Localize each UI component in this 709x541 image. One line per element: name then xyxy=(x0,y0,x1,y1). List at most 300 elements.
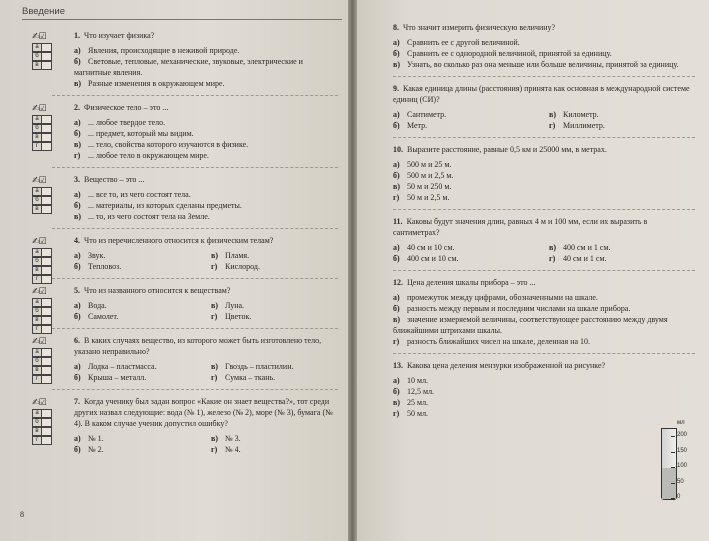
option-letter: г) xyxy=(393,409,400,418)
option-text: 25 мл. xyxy=(407,398,429,407)
answer-option[interactable] xyxy=(74,128,338,139)
answer-option[interactable] xyxy=(74,139,338,150)
answer-checkbox[interactable] xyxy=(42,436,52,445)
option-letter: в) xyxy=(74,79,81,88)
answer-box-row xyxy=(32,275,54,284)
option-letter: б) xyxy=(393,171,400,180)
answer-options xyxy=(74,189,338,222)
question-text xyxy=(393,360,695,371)
option-text: Сумка – ткань. xyxy=(225,373,276,382)
option-letter: в) xyxy=(393,182,400,191)
option-letter: б) xyxy=(393,49,400,58)
option-text: Километр. xyxy=(563,110,599,119)
option-text: Тепловоз. xyxy=(88,262,122,271)
option-letter: б) xyxy=(74,201,81,210)
option-letter: б) xyxy=(393,254,400,263)
answer-box-label: а xyxy=(32,348,42,357)
option-text: Явления, происходящие в неживой природе. xyxy=(88,46,240,55)
answer-boxes xyxy=(32,104,54,151)
answer-checkbox[interactable] xyxy=(42,187,52,196)
option-text: Узнать, во сколько раз она меньше или больше величины, принятой за единицу. xyxy=(407,60,679,69)
question-text xyxy=(74,235,338,246)
question-divider xyxy=(52,389,338,390)
option-text: значение измеряемой величины, соответствующее расстоянию между двумя ближайшими штрихами шкалы. xyxy=(393,315,668,335)
answer-option[interactable] xyxy=(74,250,201,261)
option-text: Лодка – пластмасса. xyxy=(88,362,157,371)
scale-unit: мл xyxy=(677,420,685,426)
answer-options xyxy=(393,375,695,419)
answer-option[interactable] xyxy=(393,170,695,181)
option-text: Сравнить ее с однородной величиной, принятой за единицу. xyxy=(407,49,612,58)
option-letter: а) xyxy=(393,243,400,252)
question-number: 7. xyxy=(74,397,80,406)
answer-option[interactable] xyxy=(393,181,695,192)
answer-options xyxy=(74,45,338,89)
option-text: № 4. xyxy=(225,445,241,454)
option-text: ... тело, свойства которого изучаются в физике. xyxy=(88,140,249,149)
answer-option[interactable] xyxy=(393,375,695,386)
option-letter: а) xyxy=(393,293,400,302)
answer-box-label: б xyxy=(32,196,42,205)
option-text: № 2. xyxy=(88,445,104,454)
option-text: разность между первым и последним числами на шкале прибора. xyxy=(407,304,631,313)
answer-checkbox[interactable] xyxy=(42,307,52,316)
question-number: 13. xyxy=(393,361,403,370)
option-letter: в) xyxy=(393,398,400,407)
option-text: 10 мл. xyxy=(407,376,429,385)
answer-box-row xyxy=(32,375,54,384)
answer-option[interactable] xyxy=(211,433,338,444)
option-letter: г) xyxy=(393,193,400,202)
answer-option[interactable] xyxy=(393,408,695,419)
answer-boxes xyxy=(32,337,54,384)
cylinder-tube xyxy=(661,428,677,500)
option-letter: в) xyxy=(211,251,218,260)
question-divider xyxy=(393,76,695,77)
question-text xyxy=(74,396,338,429)
answer-option[interactable] xyxy=(74,200,338,211)
option-letter: г) xyxy=(211,445,218,454)
answer-box-label: г xyxy=(32,375,42,384)
answer-box-label: в xyxy=(32,316,42,325)
answer-option[interactable] xyxy=(393,192,695,203)
option-letter: а) xyxy=(74,251,81,260)
answer-box-row xyxy=(32,357,54,366)
answer-checkbox[interactable] xyxy=(42,348,52,357)
option-letter: г) xyxy=(211,312,218,321)
answer-checkbox[interactable] xyxy=(42,257,52,266)
answer-option[interactable] xyxy=(211,300,338,311)
scale-label: 100 xyxy=(677,463,688,469)
question-divider xyxy=(393,353,695,354)
question-number: 11. xyxy=(393,217,403,226)
answer-box-row xyxy=(32,43,54,52)
answer-option[interactable] xyxy=(393,48,695,59)
question xyxy=(22,174,338,222)
answer-options xyxy=(393,159,695,203)
answer-option[interactable] xyxy=(74,444,201,455)
answer-box-row xyxy=(32,142,54,151)
answer-checkbox[interactable] xyxy=(42,205,52,214)
option-text: Самолет. xyxy=(88,312,119,321)
answer-box-row xyxy=(32,133,54,142)
answer-box-label: а xyxy=(32,115,42,124)
option-letter: а) xyxy=(74,434,81,443)
scale-tick xyxy=(671,483,675,484)
answer-checkbox[interactable] xyxy=(42,409,52,418)
answer-checkbox[interactable] xyxy=(42,52,52,61)
answer-option[interactable] xyxy=(393,120,539,131)
option-text: Пламя. xyxy=(225,251,250,260)
answer-option[interactable] xyxy=(393,397,695,408)
answer-boxes xyxy=(32,398,54,445)
left-page xyxy=(0,0,348,541)
question-divider xyxy=(52,228,338,229)
option-text: Разные изменения в окружающем мире. xyxy=(88,79,225,88)
option-text: 50 м и 250 м. xyxy=(407,182,452,191)
question-prompt: В каких случаях вещество, из которого может быть изготовлено тело, указано неправильно? xyxy=(74,336,322,356)
question-text xyxy=(393,144,695,155)
answer-box-row xyxy=(32,52,54,61)
answer-checkbox[interactable] xyxy=(42,142,52,151)
answer-box-label: г xyxy=(32,325,42,334)
option-letter: а) xyxy=(393,110,400,119)
answer-option[interactable] xyxy=(393,109,539,120)
pencil-checkbox-icon: ✍☑ xyxy=(32,32,46,42)
answer-box-row xyxy=(32,409,54,418)
answer-option[interactable] xyxy=(549,242,695,253)
question-text xyxy=(74,102,338,113)
question xyxy=(22,102,338,161)
answer-option[interactable] xyxy=(74,261,201,272)
answer-checkbox[interactable] xyxy=(42,375,52,384)
question xyxy=(393,277,695,347)
answer-checkbox[interactable] xyxy=(42,61,52,70)
option-text: 40 см и 10 см. xyxy=(407,243,455,252)
question-divider xyxy=(393,209,695,210)
answer-checkbox[interactable] xyxy=(42,115,52,124)
option-text: 500 м и 2,5 м. xyxy=(407,171,454,180)
pencil-checkbox-icon: ✍☑ xyxy=(32,287,46,297)
question-divider xyxy=(52,328,338,329)
question-text xyxy=(74,335,338,357)
pencil-checkbox-icon: ✍☑ xyxy=(32,398,46,408)
question-divider xyxy=(52,167,338,168)
option-letter: в) xyxy=(549,110,556,119)
answer-boxes xyxy=(32,287,54,334)
question-prompt: Выразите расстояние, равные 0,5 км и 25000 мм, в метрах. xyxy=(407,145,607,154)
answer-box-row xyxy=(32,257,54,266)
answer-box-label: г xyxy=(32,275,42,284)
answer-checkbox[interactable] xyxy=(42,357,52,366)
pencil-checkbox-icon: ✍☑ xyxy=(32,237,46,247)
option-text: ... любое твердое тело. xyxy=(88,118,166,127)
answer-checkbox[interactable] xyxy=(42,43,52,52)
question-number: 3. xyxy=(74,175,80,184)
scale-tick xyxy=(671,498,675,499)
option-text: 400 см и 1 см. xyxy=(563,243,611,252)
answer-box-row xyxy=(32,316,54,325)
question xyxy=(393,216,695,264)
answer-option[interactable] xyxy=(74,433,201,444)
question-number: 1. xyxy=(74,31,80,40)
option-letter: г) xyxy=(393,337,400,346)
option-letter: в) xyxy=(393,315,400,324)
answer-option[interactable] xyxy=(393,292,695,303)
answer-checkbox[interactable] xyxy=(42,133,52,142)
option-letter: г) xyxy=(74,151,81,160)
answer-box-label: г xyxy=(32,142,42,151)
answer-checkbox[interactable] xyxy=(42,325,52,334)
answer-box-label: б xyxy=(32,357,42,366)
option-text: Сантиметр. xyxy=(407,110,447,119)
answer-box-row xyxy=(32,248,54,257)
scale-tick xyxy=(671,452,675,453)
question-prompt: Когда ученику был задан вопрос «Какие он знает вещества?», тот среди других назвал следующие: вода (№ 1), железо (№ 2), море (№ 3), бумага (№ 4). В каком случае ученик допустил ошибку? xyxy=(74,397,333,428)
answer-option[interactable] xyxy=(74,117,338,128)
option-text: Световые, тепловые, механические, звуковые, электрические и магнитные явления. xyxy=(74,57,303,77)
answer-option[interactable] xyxy=(74,56,338,78)
pencil-checkbox-icon: ✍☑ xyxy=(32,104,46,114)
answer-box-label: а xyxy=(32,43,42,52)
answer-option[interactable] xyxy=(74,45,338,56)
question-prompt: Вещество – это ... xyxy=(84,175,145,184)
answer-box-label: в xyxy=(32,266,42,275)
question-number: 6. xyxy=(74,336,80,345)
option-text: Гвоздь – пластилин. xyxy=(225,362,294,371)
option-text: Миллиметр. xyxy=(563,121,605,130)
question-prompt: Физическое тело – это ... xyxy=(84,103,169,112)
pencil-checkbox-icon: ✍☑ xyxy=(32,176,46,186)
answer-options xyxy=(74,361,338,383)
answer-box-row xyxy=(32,418,54,427)
answer-box-row xyxy=(32,266,54,275)
answer-box-label: а xyxy=(32,248,42,257)
answer-checkbox[interactable] xyxy=(42,124,52,133)
answer-box-row xyxy=(32,325,54,334)
answer-option[interactable] xyxy=(211,250,338,261)
option-letter: а) xyxy=(393,376,400,385)
option-letter: в) xyxy=(393,60,400,69)
answer-checkbox[interactable] xyxy=(42,275,52,284)
answer-boxes xyxy=(32,32,54,70)
question-prompt: Каковы будут значения длин, равных 4 м и 100 мм, если их выразить в сантиметрах? xyxy=(393,217,648,237)
question xyxy=(393,83,695,131)
answer-option[interactable] xyxy=(211,372,338,383)
answer-box-row xyxy=(32,427,54,436)
answer-box-row xyxy=(32,196,54,205)
answer-box-row xyxy=(32,187,54,196)
option-text: Вода. xyxy=(88,301,107,310)
answer-checkbox[interactable] xyxy=(42,366,52,375)
answer-checkbox[interactable] xyxy=(42,248,52,257)
option-letter: г) xyxy=(549,254,556,263)
answer-box-row xyxy=(32,124,54,133)
answer-option[interactable] xyxy=(393,242,539,253)
option-text: Кислород. xyxy=(225,262,260,271)
answer-options xyxy=(74,433,338,455)
answer-checkbox[interactable] xyxy=(42,316,52,325)
question xyxy=(393,360,695,419)
option-text: ... то, из чего состоят тела на Земле. xyxy=(88,212,210,221)
question-text xyxy=(393,277,695,288)
scale-label: 150 xyxy=(677,447,688,454)
answer-option[interactable] xyxy=(393,253,539,264)
answer-checkbox[interactable] xyxy=(42,266,52,275)
question-prompt: Что из названного относится к веществам? xyxy=(84,286,231,295)
answer-option[interactable] xyxy=(393,37,695,48)
answer-options xyxy=(393,242,695,264)
answer-option[interactable] xyxy=(393,314,695,336)
answer-box-label: в xyxy=(32,205,42,214)
answer-box-label: б xyxy=(32,257,42,266)
answer-boxes xyxy=(32,176,54,214)
answer-option[interactable] xyxy=(74,78,338,89)
scale-label: 0 xyxy=(677,494,681,500)
option-text: 50 мл. xyxy=(407,409,429,418)
option-letter: б) xyxy=(393,304,400,313)
question-prompt: Какая единица длины (расстояния) принята как основная в международной системе единиц (СИ)? xyxy=(393,84,690,104)
option-text: 40 см и 1 см. xyxy=(563,254,607,263)
option-text: Крыша – металл. xyxy=(88,373,147,382)
option-text: разность ближайших чисел на шкале, деленная на 10. xyxy=(407,337,591,346)
option-letter: а) xyxy=(74,301,81,310)
right-page xyxy=(357,0,709,541)
answer-box-label: а xyxy=(32,187,42,196)
option-text: Метр. xyxy=(407,121,428,130)
answer-checkbox[interactable] xyxy=(42,196,52,205)
answer-box-row xyxy=(32,61,54,70)
question-text xyxy=(393,216,695,238)
answer-option[interactable] xyxy=(74,189,338,200)
option-letter: в) xyxy=(74,140,81,149)
answer-option[interactable] xyxy=(549,253,695,264)
option-letter: б) xyxy=(74,129,81,138)
option-letter: г) xyxy=(211,262,218,271)
option-text: ... любое тело в окружающем мире. xyxy=(88,151,209,160)
measuring-cylinder-figure xyxy=(657,420,691,502)
option-text: Звук. xyxy=(88,251,106,260)
option-text: № 1. xyxy=(88,434,104,443)
book-spine xyxy=(348,0,357,541)
option-letter: в) xyxy=(549,243,556,252)
option-letter: в) xyxy=(211,362,218,371)
option-letter: б) xyxy=(393,121,400,130)
answer-option[interactable] xyxy=(549,120,695,131)
question-number: 2. xyxy=(74,103,80,112)
answer-option[interactable] xyxy=(211,261,338,272)
answer-box-label: б xyxy=(32,418,42,427)
option-text: 400 см и 10 см. xyxy=(407,254,459,263)
answer-option[interactable] xyxy=(74,300,201,311)
answer-box-label: г xyxy=(32,436,42,445)
answer-box-row xyxy=(32,298,54,307)
option-text: промежуток между цифрами, обозначенными на шкале. xyxy=(407,293,598,302)
answer-option[interactable] xyxy=(211,361,338,372)
answer-checkbox[interactable] xyxy=(42,298,52,307)
left-question-list xyxy=(22,30,338,455)
question xyxy=(393,144,695,203)
answer-options xyxy=(393,109,695,131)
question-prompt: Что изучает физика? xyxy=(84,31,155,40)
question-divider xyxy=(393,270,695,271)
option-text: 12,5 мл. xyxy=(407,387,435,396)
answer-option[interactable] xyxy=(74,361,201,372)
question-prompt: Какова цена деления мензурки изображенной на рисунке? xyxy=(407,361,606,370)
answer-option[interactable] xyxy=(393,386,695,397)
answer-checkbox[interactable] xyxy=(42,418,52,427)
scale-tick xyxy=(671,436,675,437)
answer-option[interactable] xyxy=(549,109,695,120)
question xyxy=(22,285,338,332)
answer-box-label: в xyxy=(32,427,42,436)
answer-option[interactable] xyxy=(74,150,338,161)
option-text: № 3. xyxy=(225,434,241,443)
option-letter: г) xyxy=(211,373,218,382)
answer-option[interactable] xyxy=(211,444,338,455)
question-text xyxy=(74,30,338,41)
answer-option[interactable] xyxy=(74,372,201,383)
option-letter: а) xyxy=(393,38,400,47)
page-header: Введение xyxy=(22,6,342,20)
option-letter: б) xyxy=(74,57,81,66)
question-number: 12. xyxy=(393,278,403,287)
answer-options xyxy=(74,300,338,322)
question-text xyxy=(74,174,338,185)
option-text: Луна. xyxy=(225,301,245,310)
option-text: ... все то, из чего состоят тела. xyxy=(88,190,191,199)
option-letter: в) xyxy=(74,212,81,221)
question xyxy=(393,22,695,70)
answer-option[interactable] xyxy=(393,159,695,170)
page-number: 8 xyxy=(20,510,24,519)
option-letter: а) xyxy=(74,362,81,371)
answer-option[interactable] xyxy=(393,303,695,314)
answer-option[interactable] xyxy=(74,311,201,322)
answer-checkbox[interactable] xyxy=(42,427,52,436)
answer-option[interactable] xyxy=(74,211,338,222)
question-text xyxy=(393,22,695,33)
scale-tick xyxy=(671,467,675,468)
answer-box-row xyxy=(32,307,54,316)
question-number: 8. xyxy=(393,23,399,32)
question-text xyxy=(393,83,695,105)
answer-box-label: б xyxy=(32,124,42,133)
option-letter: а) xyxy=(74,46,81,55)
option-letter: а) xyxy=(74,190,81,199)
answer-box-label: в xyxy=(32,366,42,375)
question-number: 5. xyxy=(74,286,80,295)
question-divider xyxy=(393,137,695,138)
option-text: ... предмет, который мы видим. xyxy=(88,129,194,138)
question-prompt: Цена деления шкалы прибора – это ... xyxy=(407,278,536,287)
answer-option[interactable] xyxy=(393,59,695,70)
answer-box-label: а xyxy=(32,409,42,418)
option-text: 500 м и 25 м. xyxy=(407,160,452,169)
option-letter: б) xyxy=(74,262,81,271)
answer-options xyxy=(393,37,695,70)
option-text: 50 м и 2,5 м. xyxy=(407,193,450,202)
option-letter: а) xyxy=(393,160,400,169)
option-letter: б) xyxy=(393,387,400,396)
answer-option[interactable] xyxy=(211,311,338,322)
answer-box-label: в xyxy=(32,61,42,70)
answer-boxes xyxy=(32,237,54,284)
option-letter: б) xyxy=(74,312,81,321)
option-letter: б) xyxy=(74,445,81,454)
answer-option[interactable] xyxy=(393,336,695,347)
scale-label: 50 xyxy=(677,478,684,485)
